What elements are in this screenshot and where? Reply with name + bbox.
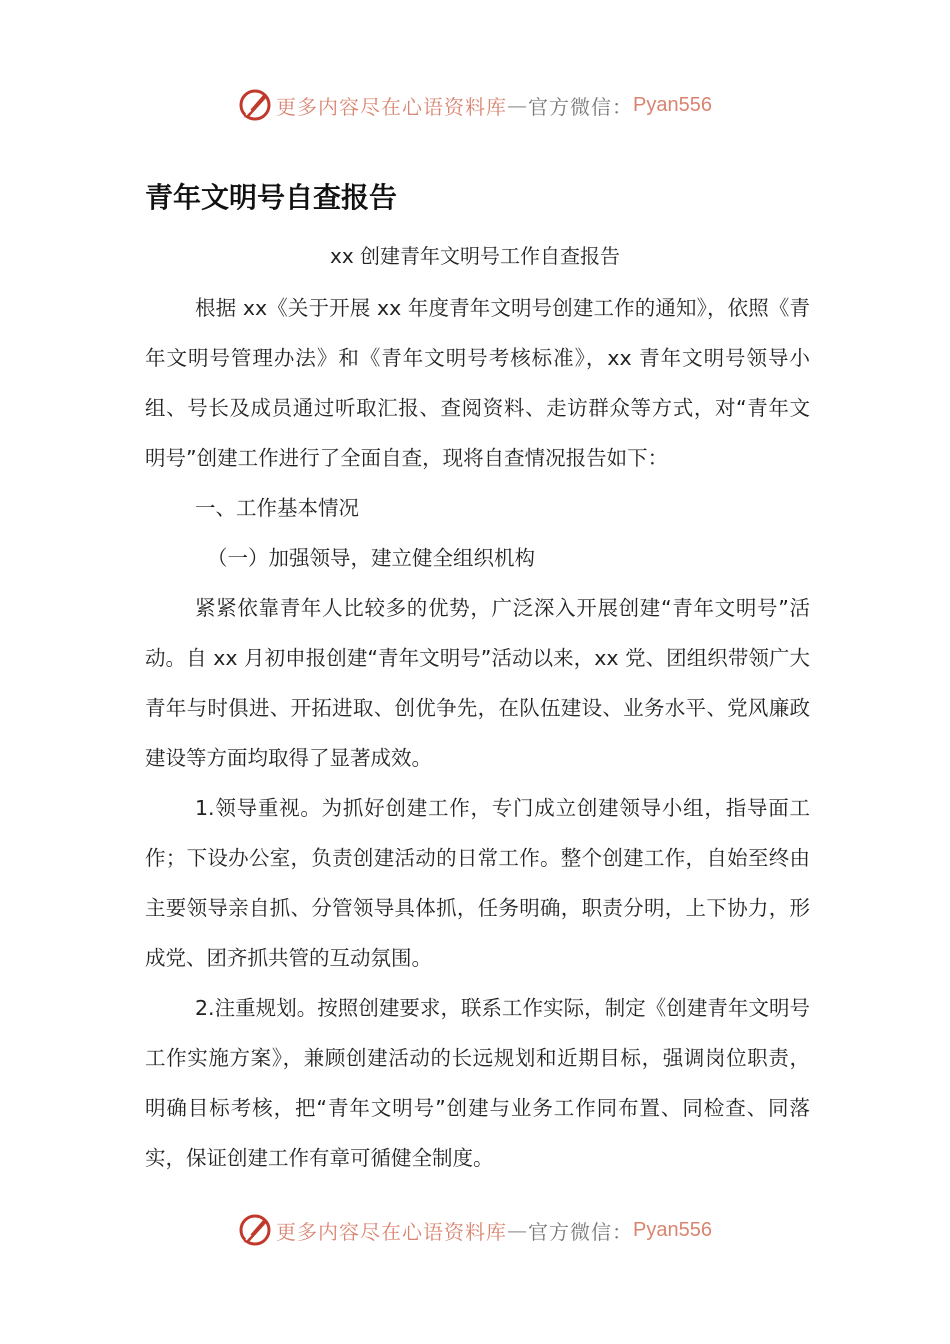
document-body: [145, 283, 810, 1183]
document-title: 青年文明号自查报告: [145, 181, 398, 214]
body-paragraph: 紧紧依靠青年人比较多的优势，广泛深入开展创建“青年文明号”活动。自 xx 月初申报创建“青年文明号”活动以来，xx 党、团组织带领广大青年与时俱进、开拓进取、创优争先，在队伍建设、业务水平、党风廉政建设等方面均取得了显著成效。: [145, 596, 810, 770]
banner-wechat-label: 官方微信：: [528, 94, 634, 119]
intro-paragraph: 根据 xx《关于开展 xx 年度青年文明号创建工作的通知》，依照《青年文明号管理办法》和《青年文明号考核标准》，xx 青年文明号领导小组、号长及成员通过听取汇报、查阅资料、走访群众等方式，对“青年文明号”创建工作进行了全面自查，现将自查情况报告如下：: [145, 296, 810, 470]
subsection-heading: （一）加强领导，建立健全组织机构: [207, 546, 535, 570]
banner-dash: —: [507, 93, 529, 117]
body-paragraph: 1.领导重视。为抓好创建工作，专门成立创建领导小组，指导面工作；下设办公室，负责创建活动的日常工作。整个创建工作，自始至终由主要领导亲自抓、分管领导具体抓，任务明确，职责分明，上下协力，形成党、团齐抓共管的互动氛围。: [145, 796, 810, 970]
quill-pen-logo-icon: [238, 1213, 272, 1247]
banner-wechat-id: Pyan556: [633, 93, 712, 116]
header-banner: [0, 85, 950, 125]
banner-wechat-label: 官方微信：: [528, 1219, 634, 1244]
banner-dash: —: [507, 1218, 529, 1242]
body-paragraph: 2.注重规划。按照创建要求，联系工作实际，制定《创建青年文明号工作实施方案》，兼顾创建活动的长远规划和近期目标，强调岗位职责，明确目标考核，把“青年文明号”创建与业务工作同布置、同检查、同落实，保证创建工作有章可循健全制度。: [145, 996, 810, 1170]
document-subtitle: xx 创建青年文明号工作自查报告: [329, 244, 621, 268]
banner-wechat-id: Pyan556: [633, 1218, 712, 1241]
banner-main-text: 更多内容尽在心语资料库: [276, 1219, 508, 1244]
banner-main-text: 更多内容尽在心语资料库: [276, 94, 508, 119]
section-heading: 一、工作基本情况: [195, 496, 359, 520]
quill-pen-logo-icon: [238, 88, 272, 122]
footer-banner: [0, 1210, 950, 1250]
